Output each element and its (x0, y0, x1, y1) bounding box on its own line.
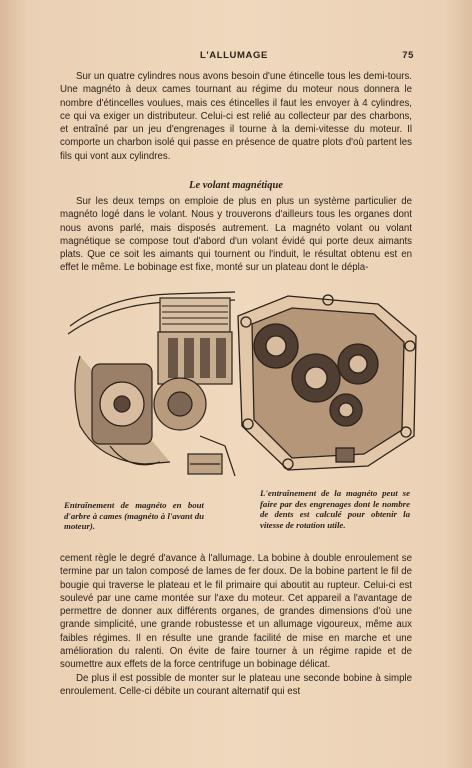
left-figure-caption: Entraînement de magnéto en bout d'arbre à cames (magnéto à l'avant du moteur). (64, 500, 204, 531)
paragraph-2: Sur les deux temps on emploie de plus en plus un système particulier de magnéto logé dans le volant. Nous y trouverons d'ailleurs tous les organes dont nous avons parlé, mais disposés autrement. La magnéto volant ou volant magnétique se compose tout d'abord d'un volant évidé qui porte deux aimants plats. Que ce soit les aimants qui tournent ou l'induit, le résultat obtenu est en effet le même. Le bobinage est fixe, monté sur un plateau dont le dépla- (60, 196, 412, 274)
section-title: Le volant magnétique (189, 180, 283, 191)
paragraph-3: cement règle le degré d'avance à l'allumage. La bobine à double enroulement se termine par un talon composé de lames de fer doux. De la bobine partent le fil de bougie qui traverse le plateau et le fil primaire qui aboutit au rupteur. Celui-ci est soulevé par une came montée sur l'axe du moteur. Cet appareil a l'avantage de permettre de donner aux différents organes, de grandes dimensions d'où une grande simplicité, une grande robustesse et un allumage vigoureux, même aux faibles régimes. Il en résulte une grande facilité de mise en marche et une amélioration du ralenti. On évite de faire tourner à un régime rapide et de soumettre aux effets de la force centrifuge un bobinage délicat. (60, 553, 412, 671)
page-number: 75 (402, 50, 414, 61)
paragraph-4: De plus il est possible de monter sur le plateau une seconde bobine à simple enroulement. Celle-ci débite un courant alternatif qui est (60, 672, 412, 697)
paragraph-1: Sur un quatre cylindres nous avons besoin d'une étincelle tous les demi-tours. Une magnéto à deux cames tournant au régime du moteur nous donnera le nombre d'étincelles voulues, mais ces étincelles il faut les envoyer à 4 cylindres, ce qui va exiger un distributeur. Celui-ci est relié au collecteur par des charbons, et entraîné par un jeu d'engrenages il tourne à la demi-vitesse du moteur. Il comporte un charbon isolé qui passe en présence de quatre plots d'où partent les fils qui vont aux cylindres. (60, 71, 412, 162)
body-text-middle (60, 195, 412, 275)
running-title: L'ALLUMAGE (200, 50, 268, 61)
gear-train-illustration (228, 286, 424, 482)
body-text-top (60, 70, 412, 163)
engine-magneto-illustration (50, 286, 240, 480)
right-figure-caption: L'entraînement de la magnéto peut se faire par des engrenages dont le nombre de dents est calculé pour obtenir la vitesse de rotation utile. (260, 488, 410, 530)
body-text-bottom (60, 552, 412, 698)
running-head (60, 50, 414, 64)
